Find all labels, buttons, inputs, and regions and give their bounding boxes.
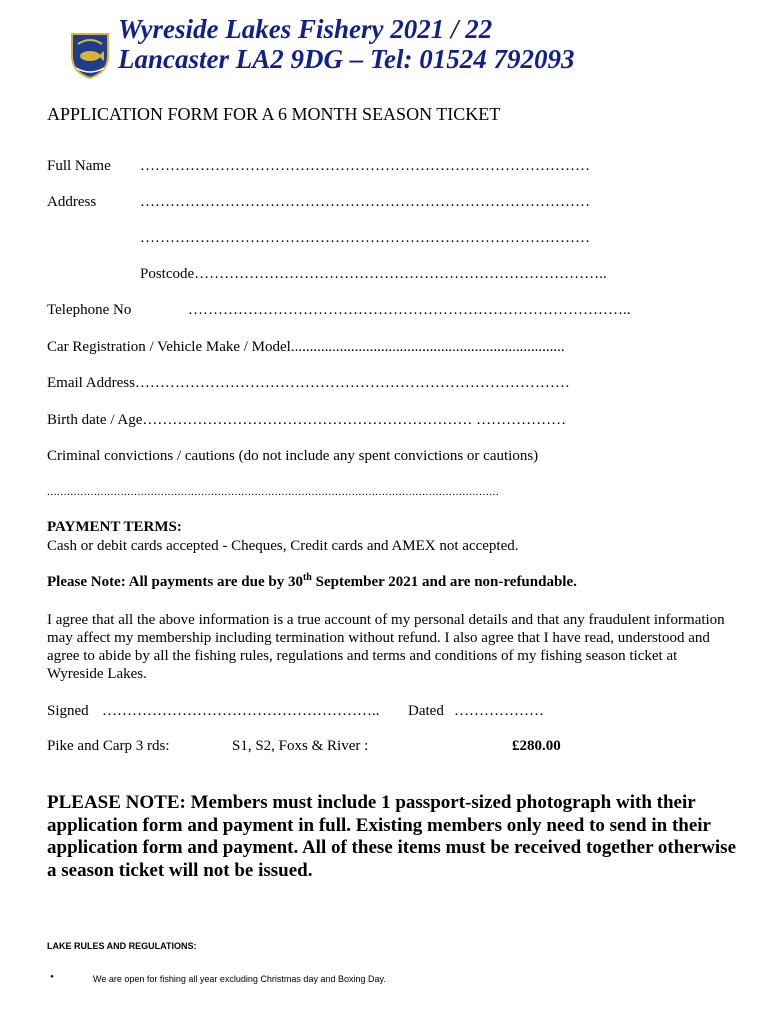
payment-note-sup: th <box>302 572 312 583</box>
fishery-crest-logo <box>68 30 112 80</box>
ticket-price: £280.00 <box>512 738 561 754</box>
address-label: Address <box>47 194 97 210</box>
ticket-type: Pike and Carp 3 rds: <box>47 738 170 754</box>
postcode-field[interactable]: ……………………………………………………………………….. <box>194 266 607 282</box>
header-address-phone: Lancaster LA2 9DG – Tel: 01524 792093 <box>118 44 575 74</box>
telephone-field[interactable]: …………………………………………………………………………….. <box>188 302 631 318</box>
postcode-label: Postcode <box>140 266 195 282</box>
signature-field[interactable]: ……………………………………………….. <box>102 703 380 719</box>
signed-label: Signed <box>47 703 89 719</box>
criminal-convictions-field[interactable]: ....................................................................................................................................... <box>47 486 500 498</box>
car-registration-label: Car Registration / Vehicle Make / Model <box>47 339 291 355</box>
please-note-block: PLEASE NOTE: Members must include 1 passport-sized photograph with their application form and payment in full. Existing members only need to send in their application form and payment. All of these items must be received together otherwise a season ticket will not be issued. <box>47 792 737 881</box>
telephone-label: Telephone No <box>47 302 132 318</box>
agreement-paragraph: I agree that all the above information is a true account of my personal details and that any fraudulent information may affect my membership including termination without refund. I also agree that I have read, understood and agree to abide by all the fishing rules, regulations and terms and conditions of my fishing season ticket at Wyreside Lakes. <box>47 612 725 682</box>
payment-note <box>47 573 577 591</box>
date-field[interactable]: ……………… <box>454 703 544 719</box>
postcode-row[interactable] <box>140 265 607 283</box>
full-name-label: Full Name <box>47 158 111 174</box>
birth-date-row[interactable] <box>47 411 566 429</box>
birth-date-field[interactable]: ………………………………………………………… ……………… <box>142 412 567 428</box>
dated-label: Dated <box>408 703 444 719</box>
car-registration-row[interactable] <box>47 338 565 356</box>
payment-note-text: Please Note: All payments are due by 30 <box>47 574 303 590</box>
lake-rules-heading: LAKE RULES AND REGULATIONS: <box>47 941 197 951</box>
address-field-line1[interactable]: ……………………………………………………………………………… <box>140 194 590 210</box>
bullet-icon: • <box>50 971 54 983</box>
birth-date-label: Birth date / Age <box>47 412 143 428</box>
payment-methods: Cash or debit cards accepted - Cheques, Credit cards and AMEX not accepted. <box>47 538 519 554</box>
payment-terms-heading: PAYMENT TERMS: <box>47 519 182 535</box>
car-registration-field[interactable]: ......................................................................... <box>290 339 565 355</box>
full-name-field[interactable]: ……………………………………………………………………………… <box>140 158 590 174</box>
ticket-lakes: S1, S2, Foxs & River : <box>232 738 369 754</box>
payment-note-text-end: September 2021 and are non-refundable. <box>311 574 577 590</box>
email-row[interactable] <box>47 374 570 392</box>
email-field[interactable]: …………………………………………………………………………… <box>134 375 570 391</box>
rule-item: We are open for fishing all year excluding Christmas day and Boxing Day. <box>93 974 386 984</box>
email-label: Email Address <box>47 375 135 391</box>
header-title: Wyreside Lakes Fishery 2021 / 22 <box>118 14 493 44</box>
criminal-convictions-label: Criminal convictions / cautions (do not include any spent convictions or cautions) <box>47 448 539 464</box>
form-title: APPLICATION FORM FOR A 6 MONTH SEASON TICKET <box>47 104 501 124</box>
address-field-line2[interactable]: ……………………………………………………………………………… <box>140 230 590 246</box>
